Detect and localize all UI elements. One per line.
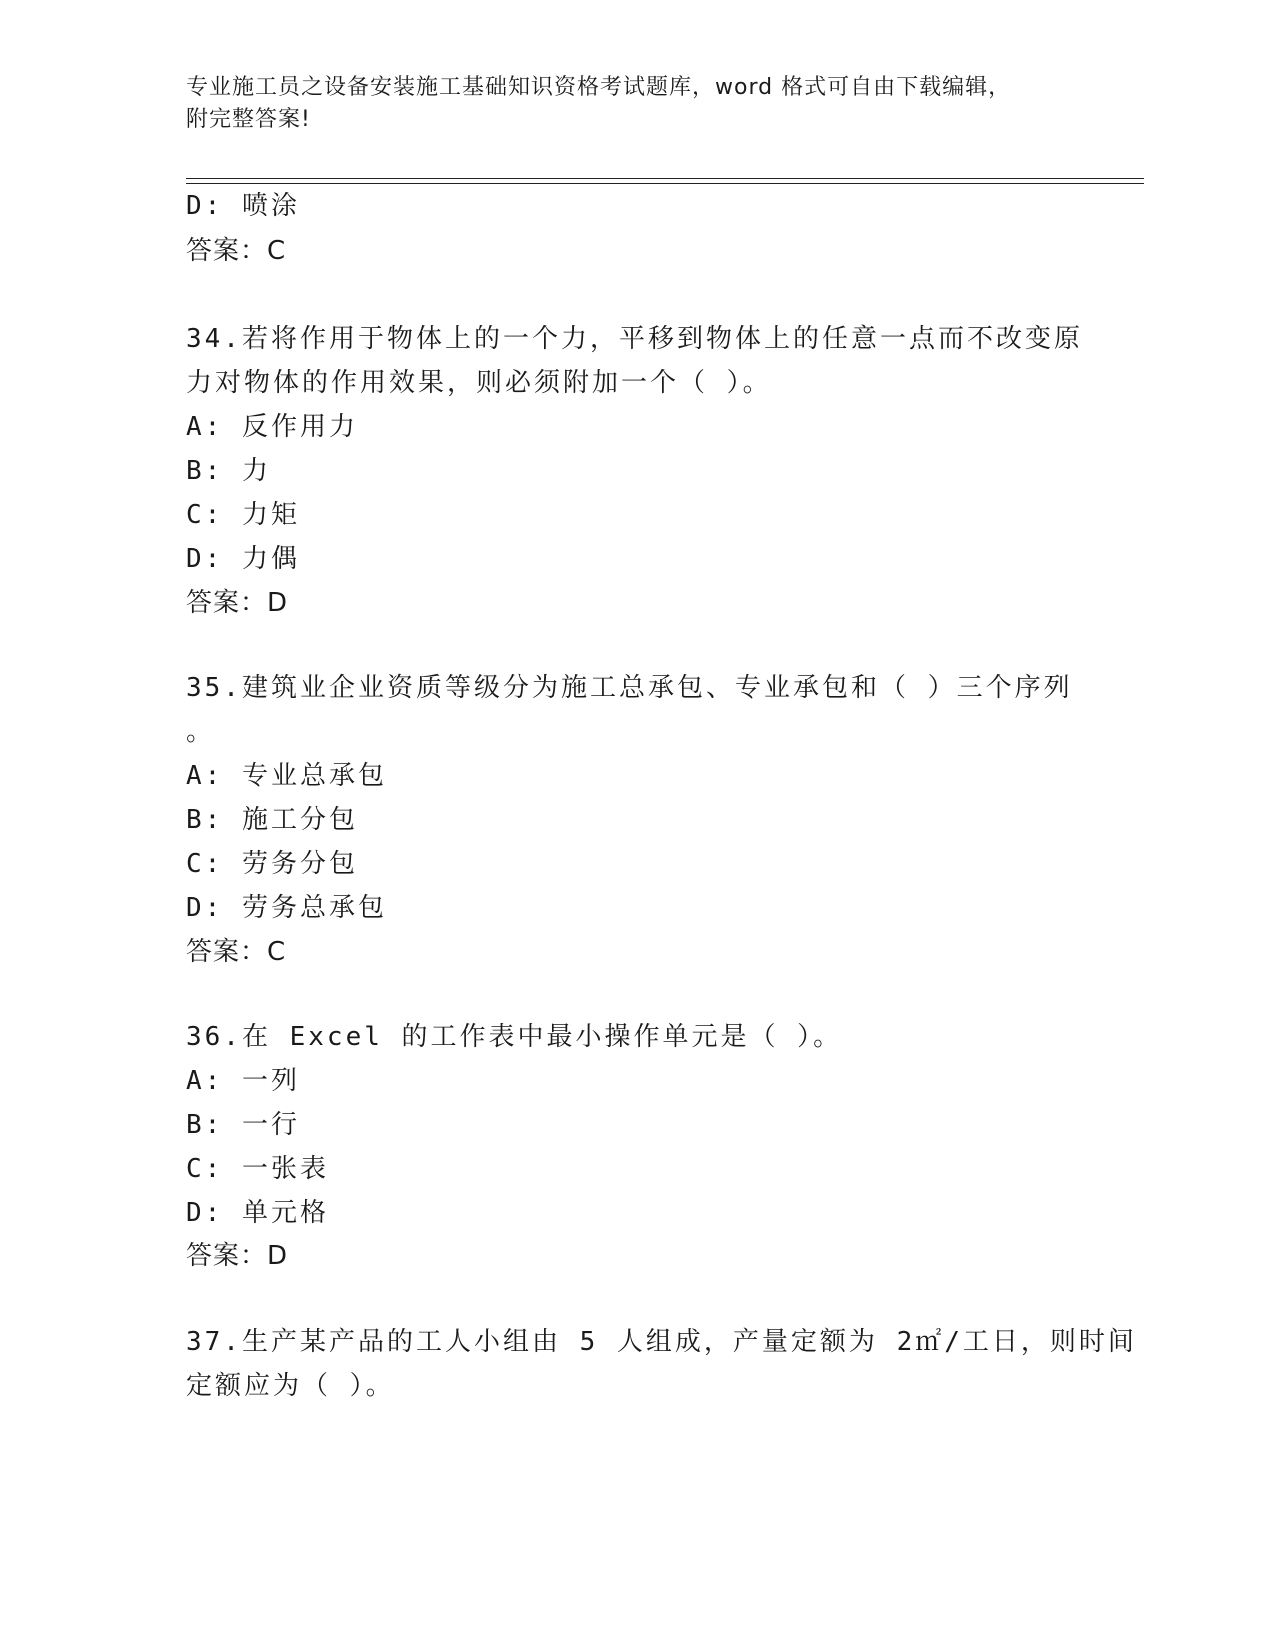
q35-option-d: D: 劳务总承包 [186,893,387,923]
q36-answer: 答案：D [186,1241,289,1271]
q34-option-b: B: 力 [186,456,271,486]
q34-text-line-2: 力对物体的作用效果，则必须附加一个（ ）。 [186,368,772,398]
q35-option-b: B: 施工分包 [186,805,358,835]
q36-text-line-1: 36.在 Excel 的工作表中最小操作单元是（ ）。 [186,1022,843,1052]
q36-option-a: A: 一列 [186,1066,300,1096]
header-divider-bottom [186,183,1144,184]
q34-option-d: D: 力偶 [186,544,300,574]
prev-answer: 答案：C [186,236,287,266]
q34-text-line-1: 34.若将作用于物体上的一个力，平移到物体上的任意一点而不改变原 [186,324,1083,354]
q37-text-line-2: 定额应为（ ）。 [186,1371,395,1401]
document-header [186,72,1086,136]
q35-option-c: C: 劳务分包 [186,849,358,879]
q34-option-a: A: 反作用力 [186,412,358,442]
q35-option-a: A: 专业总承包 [186,761,387,791]
q36-option-c: C: 一张表 [186,1154,329,1184]
q34-answer: 答案：D [186,588,289,618]
prev-option-d: D: 喷涂 [186,191,300,221]
q35-answer: 答案：C [186,937,287,967]
header-line-2: 附完整答案! [186,107,311,132]
header-line-1: 专业施工员之设备安装施工基础知识资格考试题库，word 格式可自由下载编辑， [186,75,1012,100]
q35-text-line-2: 。 [186,717,216,747]
q37-text-line-1: 37.生产某产品的工人小组由 5 人组成，产量定额为 2㎡/工日，则时间 [186,1327,1137,1357]
header-divider-top [186,178,1144,179]
q36-option-b: B: 一行 [186,1110,300,1140]
q34-option-c: C: 力矩 [186,500,300,530]
q35-text-line-1: 35.建筑业企业资质等级分为施工总承包、专业承包和（ ）三个序列 [186,673,1073,703]
q36-option-d: D: 单元格 [186,1198,329,1228]
